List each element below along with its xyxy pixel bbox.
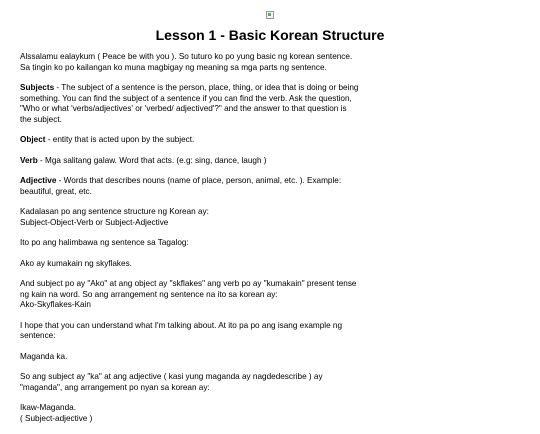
example-2: Maganda ka. (20, 351, 68, 361)
object-definition (20, 135, 360, 146)
korean-arrangement-2: Ikaw-Maganda. (20, 403, 76, 412)
broken-image-icon (266, 11, 274, 19)
tagalog-example-intro: Ito po ang halimbawa ng sentence sa Tagalog: (20, 238, 189, 247)
object-term: Object (20, 135, 46, 144)
subjects-term: Subjects (20, 83, 55, 92)
korean-arrangement-2-paragraph (20, 403, 360, 424)
adjective-text: - Words that describes nouns (name of place, person, animal, etc. ). Example: beautiful, great, etc. (20, 176, 342, 196)
subjects-text: - The subject of a sentence is the person, place, thing, or idea that is doing or being something. You can find the subject of a sentence if you can find the verb. Ask the question, "Who or what 'verbs/adjectives' or 'verbed/ adjectived'?" and the answer to that question is the subject. (20, 83, 359, 124)
verb-text: - Mga salitang galaw. Word that acts. (e.g: sing, dance, laugh ) (37, 155, 267, 165)
structure-text: Subject-Object-Verb or Subject-Adjective (20, 217, 169, 227)
structure-intro: Kadalasan po ang sentence structure ng Korean ay: (20, 207, 209, 216)
verb-term: Verb (20, 155, 38, 165)
cut-off-line: ( Subject-adjective ) (20, 413, 93, 423)
intro-paragraph: Alssalamu ealaykum ( Peace be with you ). So tuturo ko po yung basic ng korean sentence. Sa tingin ko po kailangan ko muna magbigay ng meaning sa mga parts ng sentence. (20, 52, 353, 72)
tagalog-example: Ako ay kumakain ng skyflakes. (20, 258, 132, 268)
explanation-paragraph-2: I hope that you can understand what I'm talking about. At ito pa po ang isang example ng sentence: (20, 320, 343, 340)
structure-paragraph (20, 207, 360, 228)
korean-arrangement-1: Ako-Skyflakes-Kain (20, 300, 91, 309)
subjects-definition (20, 83, 360, 125)
explanation-paragraph-1 (20, 279, 360, 311)
object-text: - entity that is acted upon by the subject. (45, 135, 195, 144)
page-title: Lesson 1 - Basic Korean Structure (155, 27, 385, 43)
article-body (20, 52, 360, 434)
explanation-1-text: And subject po ay "Ako" at ang object ay "skflakes" ang verb po ay "kumakain" present tense ng kain na word. So ang arrangement ng sentence na ito sa korean ay: (20, 279, 357, 299)
adjective-definition (20, 176, 360, 197)
explanation-paragraph-3: So ang subject ay "ka" at ang adjective ( kasi yung maganda ay nagdedescribe ) ay "maganda", ang arrangement po nyan sa korean ay: (20, 372, 323, 392)
adjective-term: Adjective (20, 176, 57, 185)
verb-definition (20, 156, 360, 167)
